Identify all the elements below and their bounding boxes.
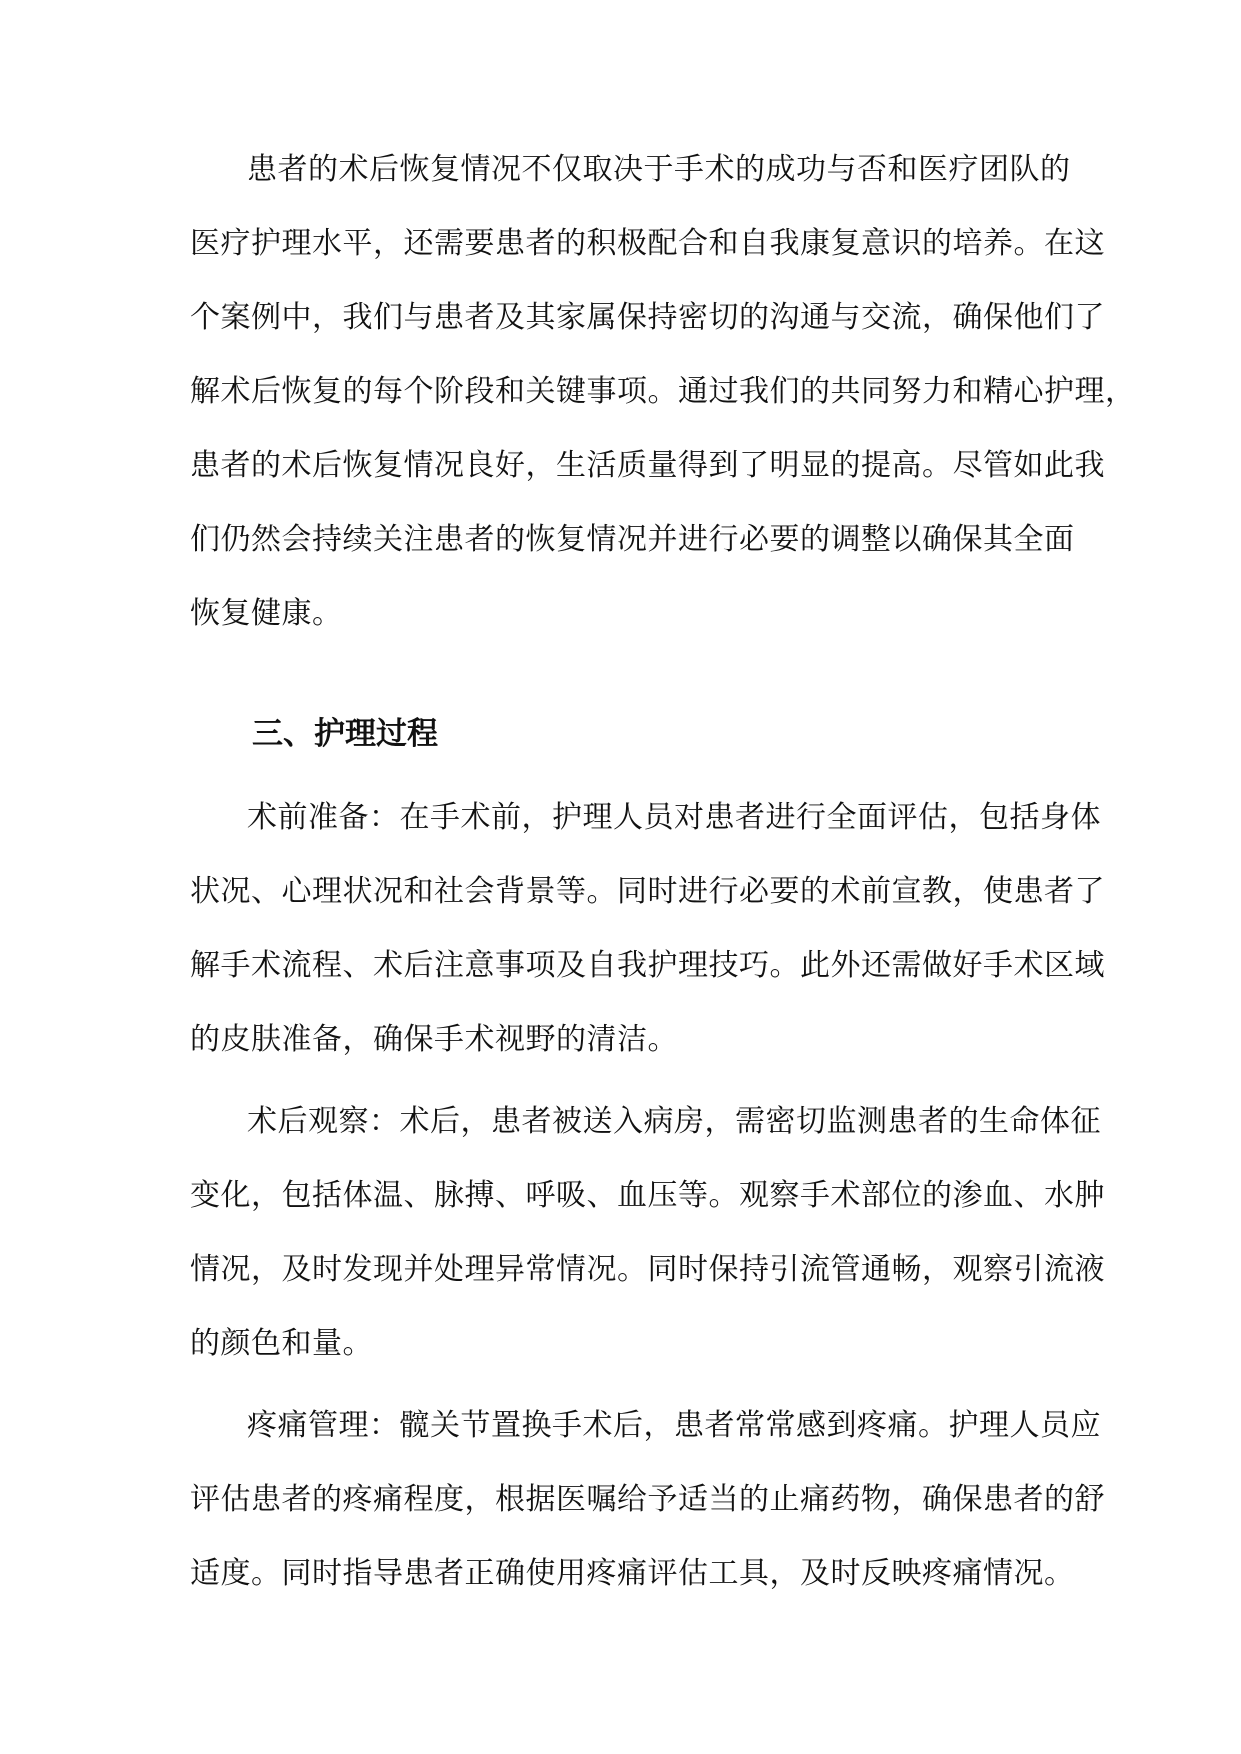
text-line: 情况，及时发现并处理异常情况。同时保持引流管通畅，观察引流液 xyxy=(190,1252,1105,1287)
section-heading: 三、护理过程 xyxy=(252,716,438,752)
text-line: 解手术流程、术后注意事项及自我护理技巧。此外还需做好手术区域 xyxy=(190,948,1105,983)
text-line: 们仍然会持续关注患者的恢复情况并进行必要的调整以确保其全面 xyxy=(190,522,1075,557)
text-line: 患者的术后恢复情况不仅取决于手术的成功与否和医疗团队的 xyxy=(247,152,1071,187)
text-line: 状况、心理状况和社会背景等。同时进行必要的术前宣教，使患者了 xyxy=(190,874,1105,909)
text-line: 评估患者的疼痛程度，根据医嘱给予适当的止痛药物，确保患者的舒 xyxy=(190,1482,1105,1517)
text-line: 变化，包括体温、脉搏、呼吸、血压等。观察手术部位的渗血、水肿 xyxy=(190,1178,1105,1213)
text-line: 疼痛管理：髋关节置换手术后，患者常常感到疼痛。护理人员应 xyxy=(247,1408,1101,1443)
text-line: 术后观察：术后，患者被送入病房，需密切监测患者的生命体征 xyxy=(247,1104,1101,1139)
text-line: 的颜色和量。 xyxy=(190,1326,373,1361)
text-line: 的皮肤准备，确保手术视野的清洁。 xyxy=(190,1022,678,1057)
text-line: 个案例中，我们与患者及其家属保持密切的沟通与交流，确保他们了 xyxy=(190,300,1105,335)
text-line: 术前准备：在手术前，护理人员对患者进行全面评估，包括身体 xyxy=(247,800,1101,835)
text-line: 解术后恢复的每个阶段和关键事项。通过我们的共同努力和精心护理， xyxy=(190,374,1136,409)
text-line: 适度。同时指导患者正确使用疼痛评估工具，及时反映疼痛情况。 xyxy=(190,1556,1075,1591)
text-line: 患者的术后恢复情况良好，生活质量得到了明显的提高。尽管如此我 xyxy=(190,448,1105,483)
text-line: 恢复健康。 xyxy=(190,596,343,631)
text-line: 医疗护理水平，还需要患者的积极配合和自我康复意识的培养。在这 xyxy=(190,226,1105,261)
